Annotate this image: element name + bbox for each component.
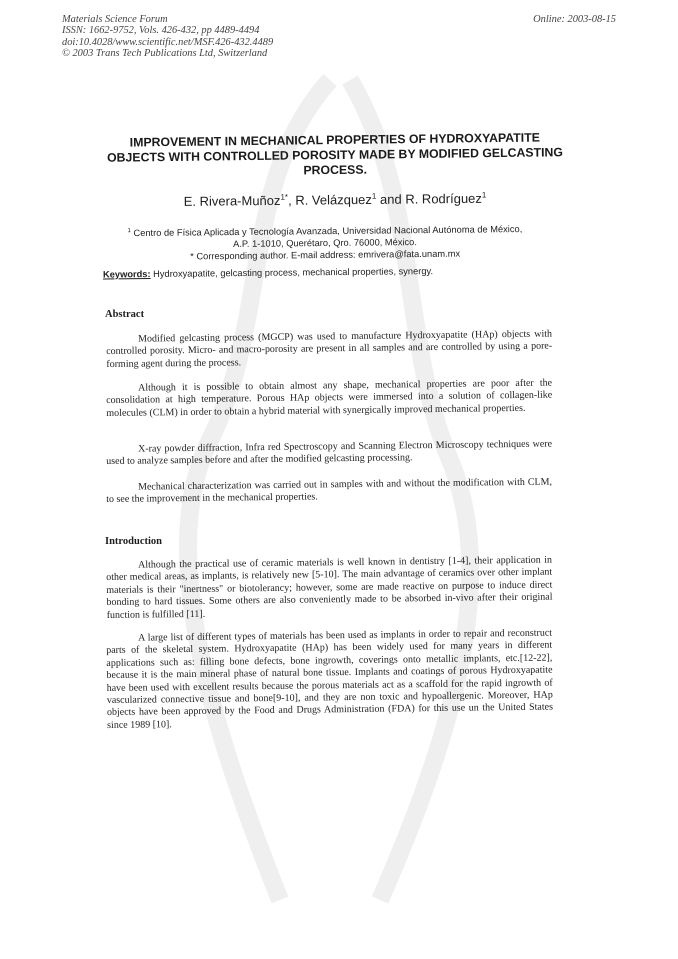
introduction-paragraph: A large list of different types of materials has been used as implants in order to repair and reconstruct parts of the skeletal system. Hydroxyapatite (HAp) has been widely used for many years in different applications such as: filling bone defects, bone ingrowth, coverings onto metallic implants, etc.[12-22], because it is the main mineral phase of natural bone tissue. Implants and coatings of porous Hydroxyapatite have been used with excellent results because the porous materials act as a scaffold for the rapid ingrowth of vascularized connective tissue and bone[9-10], and they are non toxic and hypoallergenic. Moreover, HAp objects have been approved by the Food and Drugs Administration (FDA) for this use un the United States since 1989 [10]. [106, 627, 554, 731]
author-name: R. Rodríguez [405, 190, 482, 207]
keywords-text: Hydroxyapatite, gelcasting process, mechanical properties, synergy. [153, 266, 434, 279]
author-affiliation-mark: 1* [280, 192, 289, 202]
author-affiliation-mark: 1 [481, 190, 487, 200]
online-date: Online: 2003-08-15 [533, 14, 616, 25]
introduction-paragraph: Although the practical use of ceramic materials is well known in dentistry [1-4], their application in other medical areas, as implants, is relatively new [5-10]. The main advantage of ceramics over other implant materials is their "inertness" or biotolerancy; however, some are made reactive on purpose to induce direct bonding to hard tissues. Some others are also conveniently made to be absorbed in-vivo after their original function is fulfilled [11]. [106, 554, 553, 621]
abstract-paragraph: Mechanical characterization was carried out in samples with and without the modification with CLM, to see the improvement in the mechanical properties. [106, 476, 553, 506]
journal-doi: doi:10.4028/www.scientific.net/MSF.426-432.4489 [62, 36, 274, 48]
journal-copyright: © 2003 Trans Tech Publications Ltd, Switzerland [62, 48, 268, 60]
affiliation-block [90, 221, 560, 264]
author-affiliation-mark: 1 [371, 191, 377, 201]
corresponding-author: * Corresponding author. E-mail address: emrivera@fata.unam.mx [190, 248, 461, 262]
keywords [103, 264, 583, 279]
keywords-label: Keywords: [102, 269, 151, 280]
abstract-paragraph: Although it is possible to obtain almost any shape, mechanical properties are poor after the consolidation at high temperature. Porous HAp objects were immersed into a solution of collagen-like molecules (CLM) in order to obtain a hybrid material with synergically improved mechanical properties. [106, 377, 553, 419]
introduction-heading: Introduction [105, 536, 162, 547]
abstract-heading: Abstract [105, 309, 145, 320]
author-name: E. Rivera-Muñoz [183, 192, 281, 209]
paper-title: IMPROVEMENT IN MECHANICAL PROPERTIES OF HYDROXYAPATITE OBJECTS WITH CONTROLLED POROSITY MADE BY MODIFIED GELCASTING PROCESS. [106, 130, 564, 178]
affiliation-line: Centro de Física Aplicada y Tecnología Avanzada, Universidad Nacional Autónoma de México, [133, 224, 523, 239]
author-conjunction: and [379, 191, 402, 207]
author-list: E. Rivera-Muñoz$^{1*}$, R. Velázquez$^1$ and R. Rodríguez$^1$ [183, 190, 487, 209]
affiliation-address: A.P. 1-1010, Querétaro, Qro. 76000, México. [233, 237, 417, 250]
author-name: R. Velázquez [295, 191, 372, 208]
journal-info [62, 14, 273, 60]
journal-name: Materials Science Forum [62, 14, 168, 25]
affiliation-mark: 1 [127, 228, 131, 235]
abstract-paragraph: Modified gelcasting process (MGCP) was used to manufacture Hydroxyapatite (HAp) objects with controlled porosity. Micro- and macro-porosity are present in all samples and are controlled by using a pore-forming agent during the process. [106, 328, 553, 370]
journal-issn: ISSN: 1662-9752, Vols. 426-432, pp 4489-4494 [62, 25, 260, 37]
abstract-paragraph: X-ray powder diffraction, Infra red Spectroscopy and Scanning Electron Microscopy techniques were used to analyze samples before and after the modified gelcasting processing. [106, 438, 553, 468]
